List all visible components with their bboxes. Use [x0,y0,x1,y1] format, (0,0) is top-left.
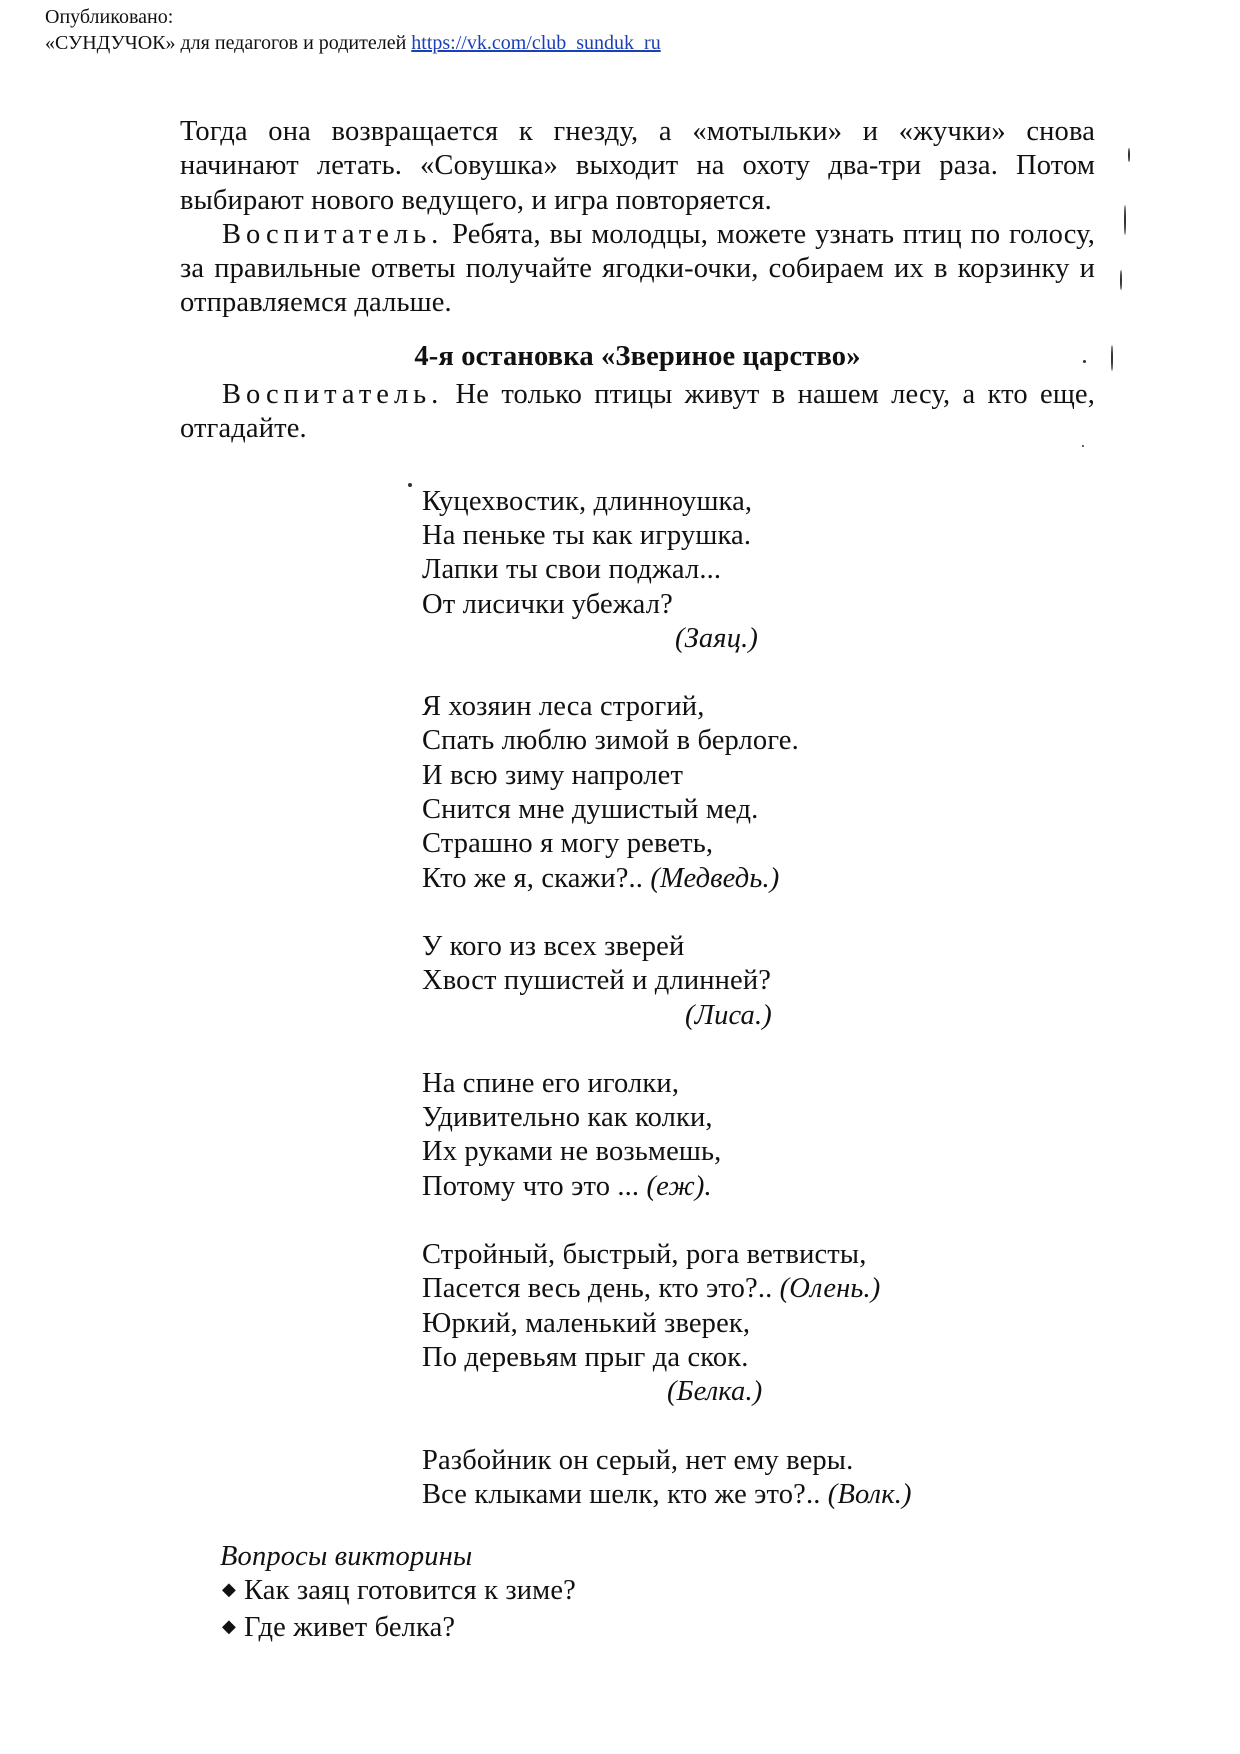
scan-speck [408,483,412,487]
riddle-answer: (Волк.) [827,1478,912,1510]
source-link[interactable]: https://vk.com/club_sunduk_ru [411,32,661,54]
riddle-answer: (Олень.) [779,1273,881,1305]
scan-speck [1083,360,1086,363]
riddle-answer: (еж). [646,1170,712,1202]
section-intro [180,378,1095,447]
riddle-line [422,1170,1095,1204]
published-label: Опубликовано: [45,6,174,28]
riddle-wolf [422,1444,1095,1513]
riddles [422,485,1095,1512]
quiz-question [222,1611,1095,1647]
speaker-label: Воспитатель. [222,379,444,411]
riddle-line: От лисички убежал? [422,588,673,620]
riddle-line: И всю зиму напролет [422,759,684,791]
riddle-line: Разбойник он серый, нет ему веры. [422,1444,854,1476]
source-line [45,30,661,56]
riddle-line [422,1272,1095,1306]
riddle-answer: (Заяц.) [675,622,759,654]
riddle-line: Юркий, маленький зверек, [422,1307,751,1339]
riddle-line: Куцехвостик, длинноушка, [422,485,753,517]
speaker-label: Воспитатель. [222,218,444,250]
riddle-deer-squirrel [422,1238,1095,1409]
scanned-page [180,115,1095,1647]
riddle-line: Стройный, быстрый, рога ветвисты, [422,1239,867,1271]
scan-speck [1124,205,1126,235]
quiz-question-text: Где живет белка? [244,1611,456,1643]
source-text: «СУНДУЧОК» для педагогов и родителей [45,32,407,54]
quiz-title: Вопросы викторины [220,1541,473,1573]
riddle-line [422,1478,1095,1512]
paragraph-text: Не только птицы живут в нашем лесу, а кто еще, отгадайте. [180,379,1095,445]
riddle-answer: (Медведь.) [650,862,780,894]
riddle-line-text: Кто же я, скажи?.. [422,862,644,894]
riddle-line: По деревьям прыг да скок. [422,1341,749,1373]
riddle-line: У кого из всех зверей [422,930,685,962]
riddle-line: Снится мне душистый мед. [422,794,759,826]
publication-header [45,4,661,56]
riddle-line: Хвост пушистей и длинней? [422,965,772,997]
scan-speck [1111,345,1113,371]
riddle-line: Страшно я могу реветь, [422,828,714,860]
riddle-line-text: Потому что это ... [422,1170,640,1202]
quiz-question [222,1574,1095,1610]
riddle-line: Спать люблю зимой в берлоге. [422,725,799,757]
scan-speck [1128,148,1130,162]
bullet-icon: ◆ [222,1579,236,1600]
riddle-answer: (Белка.) [667,1376,763,1408]
intro-paragraph: Тогда она возвращается к гнезду, а «мотыльки» и «жучки» снова начинают летать. «Совушка» выходит на охоту два-три раза. Потом выбирают нового ведущего, и игра повторяется. [180,116,1095,216]
riddle-line-text: Все клыками шелк, кто же это?.. [422,1478,821,1510]
riddle-fox [422,930,1095,1033]
bullet-icon: ◆ [222,1615,236,1636]
riddle-line: Лапки ты свои поджал... [422,554,722,586]
riddle-answer: (Лиса.) [685,999,772,1031]
riddle-line: На пеньке ты как игрушка. [422,519,752,551]
riddle-hare [422,485,1095,656]
riddle-line-text: Пасется весь день, кто это?.. [422,1273,773,1305]
riddle-line: На спине его иголки, [422,1067,680,1099]
riddle-line [422,862,1095,896]
teacher-paragraph [180,218,1095,321]
riddle-line: Удивительно как колки, [422,1102,713,1134]
quiz-question-text: Как заяц готовится к зиме? [244,1575,576,1607]
section-heading: 4-я остановка «Звериное царство» [414,340,861,372]
riddle-line: Их руками не возьмешь, [422,1136,722,1168]
riddle-hedgehog [422,1067,1095,1204]
riddle-line: Я хозяин леса строгий, [422,691,705,723]
paragraph-text: Ребята, вы молодцы, можете узнать птиц по голосу, за правильные ответы получайте ягодки-очки, собираем их в корзинку и отправляемся дальше. [180,218,1095,319]
scan-speck [1082,445,1084,447]
scan-speck [1120,270,1122,290]
riddle-bear [422,690,1095,896]
